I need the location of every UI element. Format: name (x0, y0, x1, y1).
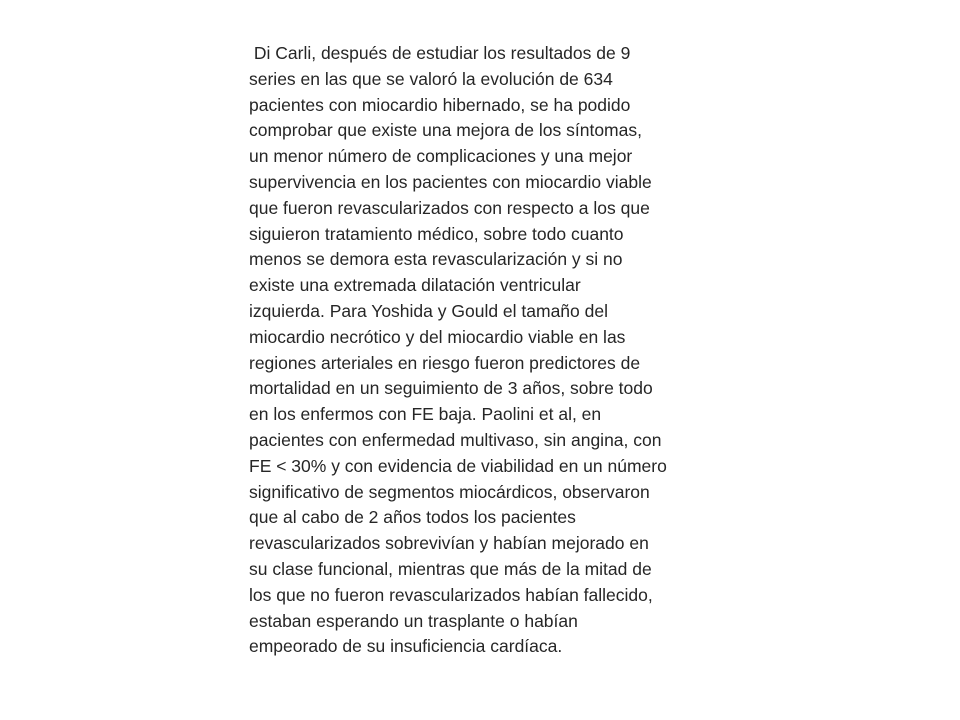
body-paragraph: Di Carli, después de estudiar los resultados de 9 series en las que se valoró la evolución de 634 pacientes con miocardio hibernado, se ha podido comprobar que existe una mejora de los síntomas, un menor número de complicaciones y una mejor supervivencia en los pacientes con miocardio viable que fueron revascularizados con respecto a los que siguieron tratamiento médico, sobre todo cuanto menos se demora esta revascularización y si no existe una extremada dilatación ventricular izquierda. Para Yoshida y Gould el tamaño del miocardio necrótico y del miocardio viable en las regiones arteriales en riesgo fueron predictores de mortalidad en un seguimiento de 3 años, sobre todo en los enfermos con FE baja. Paolini et al, en pacientes con enfermedad multivaso, sin angina, con FE < 30% y con evidencia de viabilidad en un número significativo de segmentos miocárdicos, observaron que al cabo de 2 años todos los pacientes revascularizados sobrevivían y habían mejorado en su clase funcional, mientras que más de la mitad de los que no fueron revascularizados habían fallecido, estaban esperando un trasplante o habían empeorado de su insuficiencia cardíaca. (249, 43, 667, 657)
